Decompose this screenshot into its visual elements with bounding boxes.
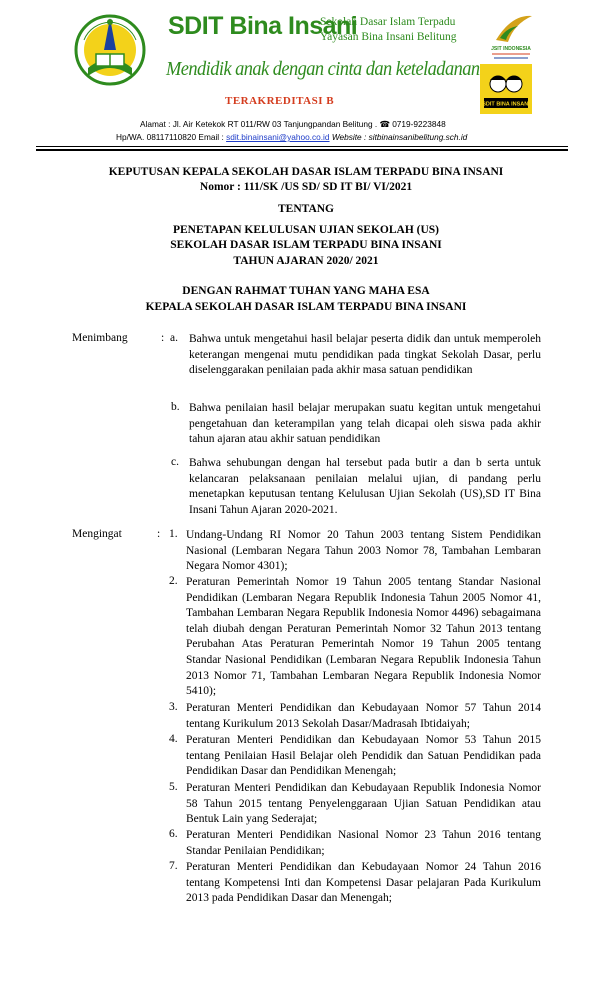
menimbang-colon: :: [161, 332, 165, 344]
mengingat-marker-1: 1.: [169, 528, 178, 540]
rahmat-line-2: KEPALA SEKOLAH DASAR ISLAM TERPADU BINA INSANI: [145, 301, 467, 313]
phone-number: 0719-9223848: [392, 119, 446, 129]
hp-label: Hp/WA. 08117110820 Email :: [116, 132, 227, 142]
menimbang-item-b: Bahwa penilaian hasil belajar merupakan suatu kegitan untuk mengetahui pengetahuan dan keterampilan yang telah dicapai oleh siswa pada akhir tahun ajaran atau akhir satuan pendidikan: [189, 402, 541, 446]
website-label: Website :: [329, 132, 369, 142]
jsit-logo: [482, 10, 540, 62]
tentang-heading: TENTANG: [277, 203, 335, 215]
header-divider-thick: [36, 149, 568, 151]
badge-text: SDIT BINA INSANI: [482, 101, 530, 108]
email-link[interactable]: sdit.binainsani@yahoo.co.id: [226, 132, 330, 142]
contact-line: [116, 132, 467, 142]
mengingat-marker-2: 2.: [169, 575, 178, 587]
sdit-badge-logo: [480, 64, 532, 114]
school-logo: [74, 10, 146, 96]
mengingat-label: Mengingat: [72, 528, 122, 540]
mengingat-item-4: Peraturan Menteri Pendidikan dan Kebudayaan Nomor 53 Tahun 2015 tentang Penilaian Hasil Belajar oleh Pendidik dan Satuan Pendidikan pada Pendidikan Dasar dan Pendidikan Menengah;: [186, 734, 541, 778]
rahmat-line-1: DENGAN RAHMAT TUHAN YANG MAHA ESA: [182, 285, 430, 297]
header-divider: [36, 146, 568, 147]
decree-title: KEPUTUSAN KEPALA SEKOLAH DASAR ISLAM TERPADU BINA INSANI: [108, 166, 504, 178]
mengingat-item-2: Peraturan Pemerintah Nomor 19 Tahun 2005 tentang Standar Nasional Pendidikan (Lembaran Negara Republik Indonesia Tahun 2005 Nomor 41, Tambahan Lembaran Negara Republik Indonesia Nomor 4496) sebagaimana telah diubah dengan Peraturan Pemerintah Nomor 32 Tahun 2013 tentang Perubahan Atas Peraturan Pemerintah Nomor 19 Tahun 2005 tentang Standar Nasional Pendidikan (Lembaran Negara Republik Indonesia Tahun 2013 Nomor 71, Tambahan Lembaran Negara Republik Indonesia Nomor 5410);: [186, 576, 541, 698]
mengingat-item-1: Undang-Undang RI Nomor 20 Tahun 2003 tentang Sistem Pendidikan Nasional (Lembaran Negara Tahun 2003 Nomor 78, Tambahan Lembaran Negara Nomor 4301);: [186, 529, 541, 573]
menimbang-marker-a: a.: [170, 332, 178, 344]
mengingat-marker-5: 5.: [169, 781, 178, 793]
school-name: SDIT Bina Insani: [168, 12, 358, 40]
mengingat-item-6: Peraturan Menteri Pendidikan Nasional Nomor 23 Tahun 2016 tentang Standar Penilaian Pendidikan;: [186, 829, 541, 857]
menimbang-label: Menimbang: [72, 332, 128, 344]
mengingat-item-5: Peraturan Menteri Pendidikan dan Kebudayaan Republik Indonesia Nomor 58 Tahun 2015 tentang Penyelenggaraan Ujian Satuan Pendidikan atau Bentuk Lain yang Sederajat;: [186, 782, 541, 826]
subject-line-2: SEKOLAH DASAR ISLAM TERPADU BINA INSANI: [170, 239, 442, 251]
address-text: Alamat : Jl. Air Ketekok RT 011/RW 03 Tanjungpandan Belitung .: [140, 119, 380, 129]
foundation-name: Yayasan Bina Insani Belitung: [320, 31, 457, 43]
website-text: sitbinainsanibelitung.sch.id: [368, 132, 468, 142]
mengingat-marker-6: 6.: [169, 828, 178, 840]
mengingat-item-7: Peraturan Menteri Pendidikan dan Kebudayaan Nomor 24 Tahun 2016 tentang Kompetensi Inti dan Kompetensi Dasar pelajaran Pada Kurikulum 2013 pada Pendidikan Dasar dan Menengah;: [186, 861, 541, 905]
decree-number: Nomor : 111/SK /US SD/ SD IT BI/ VI/2021: [199, 181, 413, 193]
school-tagline: Mendidik anak dengan cinta dan keteladanan: [166, 58, 480, 80]
menimbang-marker-b: b.: [171, 401, 180, 413]
subject-line-1: PENETAPAN KELULUSAN UJIAN SEKOLAH (US): [172, 224, 440, 236]
school-subtitle: [320, 15, 457, 45]
menimbang-marker-c: c.: [171, 456, 179, 468]
mengingat-item-3: Peraturan Menteri Pendidikan dan Kebudayaan Nomor 57 Tahun 2014 tentang Kurikulum 2013 Sekolah Dasar/Madrasah Ibtidaiyah;: [186, 702, 541, 730]
accreditation-label: TERAKREDITASI B: [225, 95, 335, 107]
menimbang-item-c: Bahwa sehubungan dengan hal tersebut pada butir a dan b serta untuk kelancaran pelaksanaan penilaian melalui ujian, di pandang perlu menetapkan keputusan tentang Kelulusan Ujian Sekolah (US),SD IT Bina Insani Tahun Ajaran 2020-2021.: [189, 457, 541, 516]
jsit-text: JSIT INDONESIA: [491, 46, 531, 52]
mengingat-colon: :: [157, 528, 161, 540]
mengingat-marker-7: 7.: [169, 860, 178, 872]
address-line: [140, 119, 446, 129]
subject-line-3: TAHUN AJARAN 2020/ 2021: [233, 255, 379, 267]
mengingat-marker-3: 3.: [169, 701, 178, 713]
mengingat-marker-4: 4.: [169, 733, 178, 745]
menimbang-item-a: Bahwa untuk mengetahui hasil belajar peserta didik dan untuk memperoleh keterangan mengenai mutu pendidikan pada tingkat Sekolah Dasar, perlu diselenggarakan penilaian pada akhir masa satuan pendidikan: [189, 333, 541, 377]
phone-icon: ☎: [379, 119, 390, 129]
school-type: Sekolah Dasar Islam Terpadu: [320, 16, 456, 28]
